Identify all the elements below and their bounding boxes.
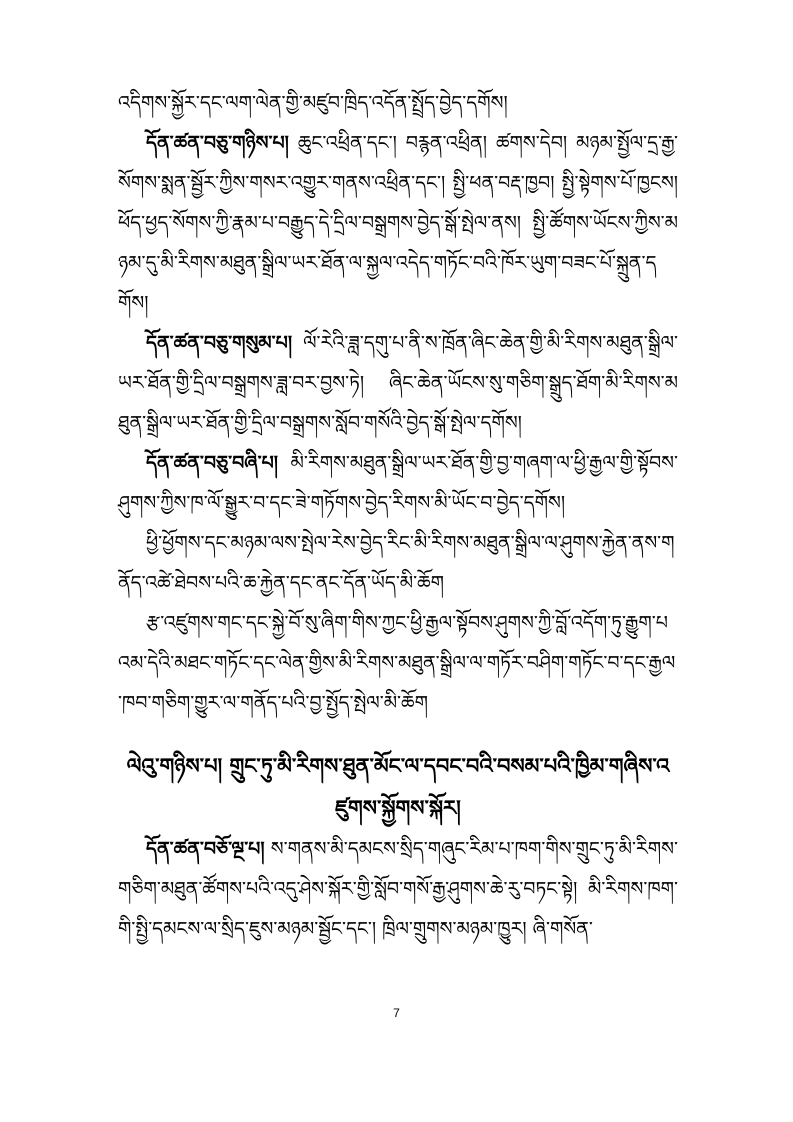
paragraph-6-text: རྩ་འཛུགས་གང་དང་སྐྱེ་བོ་སུ་ཞིག་གིས་ཀྱང་ཕྱི་རྒྱལ་སྟོབས་ཤུགས་ཀྱི་བློ་འདོག་ཏུ་རྒྱུག་པའམ་དེའི་མཐང་གཏོང་དང་ལེན་གྱིས་མི་རིགས་མཐུན་སྒྲིལ་ལ་གཏོར་བཤིག་གཏོང་བ་དང་རྒྱལ་ཁབ་གཅིག་གྱུར་ལ་གནོད་པའི་བྱ་སྤྱོད་སྤེལ་མི་ཆོག [118, 612, 676, 714]
paragraph-5 [118, 523, 678, 603]
article-15-heading: དོན་ཚན་བཅོ་ལྔ་པ། [146, 838, 265, 860]
page-body [118, 83, 678, 949]
paragraph-1 [118, 83, 678, 123]
paragraph-6 [118, 603, 678, 723]
article-14-text: མི་རིགས་མཐུན་སྒྲིལ་ཡར་ཐོན་གྱི་བྱ་གཞག་ལ་ཕྱི་རྒྱལ་གྱི་སྟོབས་ཤུགས་ཀྱིས་ཁ་ལོ་སྒྱུར་བ་དང་ཟེ་གཏོགས་བྱེད་རིགས་མི་ཡོང་བ་བྱེད་དགོས། [118, 452, 678, 514]
article-13-text: ལོ་རེའི་ཟླ་དགུ་པ་ནི་ས་ཁྲོན་ཞིང་ཆེན་གྱི་མི་རིགས་མཐུན་སྒྲིལ་ཡར་ཐོན་གྱི་དྲིལ་བསྒྲགས་ཟླ་བར་བྱས་ཏེ། ཞིང་ཆེན་ཡོངས་སུ་གཅིག་སྒྲུད་ཐོག་མི་རིགས་མཐུན་སྒྲིལ་ཡར་ཐོན་གྱི་དྲིལ་བསྒྲགས་སློབ་གསོའི་བྱེད་སྒོ་སྤེལ་དགོས། [118, 332, 678, 434]
article-13-heading: དོན་ཚན་བཅུ་གསུམ་པ། [146, 332, 293, 354]
article-12-text: ཆུང་འཕྲིན་དང་། བརྙན་འཕྲིན། ཚགས་དེབ། མཉམ་སྤྱོལ་དྲ་རྒྱ་སོགས་སྨན་སྦྱོར་ཀྱིས་གསར་འགྱུར་གནས་འཕྲིན་དང་། སྤྱི་ཕན་བརྡ་ཁྱབ། སྤྱི་སྟེགས་པོ་ཁྱངས། ཕོད་ཕྱད་སོགས་ཀྱི་རྣམ་པ་བརྒྱུད་དེ་དྲིལ་བསྒྲགས་བྱེད་སྒོ་སྤེལ་ནས། སྤྱི་ཚོགས་ཡོངས་ཀྱིས་མཉམ་དུ་མི་རིགས་མཐུན་སྒྲིལ་ཡར་ཐོན་ལ་སྐྱལ་འདེད་གཏོང་བའི་ཁོར་ཡུག་བཟང་པོ་སྐྲུན་དགོས། [118, 132, 678, 314]
article-14-heading: དོན་ཚན་བཅུ་བཞི་པ། [146, 452, 278, 474]
paragraph-5-text: ཕྱི་ཕྱོགས་དང་མཉམ་ལས་སྤེལ་རེས་བྱེད་རིང་མི་རིགས་མཐུན་སྒྲིལ་ལ་ཤུགས་རྐྱེན་ནས་གནོད་འཚེ་ཐེབས་པའི་ཆ་རྐྱེན་དང་ནང་དོན་ཡོད་མི་ཆོག [118, 532, 675, 594]
article-13 [118, 323, 678, 443]
article-12-heading: དོན་ཚན་བཅུ་གཉིས་པ། [146, 132, 289, 154]
page-number: 7 [393, 1006, 400, 1020]
article-12 [118, 123, 678, 323]
article-15 [118, 829, 678, 949]
article-14 [118, 443, 678, 523]
paragraph-1-text: འདིགས་སྐྱོར་དང་ལག་ལེན་གྱི་མཛུབ་ཁྲིད་འདོན་སྤྲོད་བྱེད་དགོས། [118, 92, 508, 114]
chapter-heading: ལེའུ་གཉིས་པ། གྲུང་ཏུ་མི་རིགས་ཐུན་མོང་ལ་དབང་བའི་བསམ་པའི་ཁྱིམ་གཞིས་འཛུགས་སྐྱོགས་སྐོར། [126, 753, 670, 820]
article-15-text: ས་གནས་མི་དམངས་སྲིད་གཞུང་རིམ་པ་ཁག་གིས་གྲུང་ཏུ་མི་རིགས་གཅིག་མཐུན་ཚོགས་པའི་འདུ་ཤེས་སྐོར་གྱི་སློབ་གསོ་རྒྱ་ཤུགས་ཆེ་རུ་བཏང་སྟེ། མི་རིགས་ཁག་གི་སྤྱི་དམངས་ལ་སྲིད་ཇུས་མཉམ་སྦྱོང་དང་། ཁྲིལ་གྲུགས་མཉམ་ཁྱུར། ཞི་གསོན་ [118, 838, 678, 940]
